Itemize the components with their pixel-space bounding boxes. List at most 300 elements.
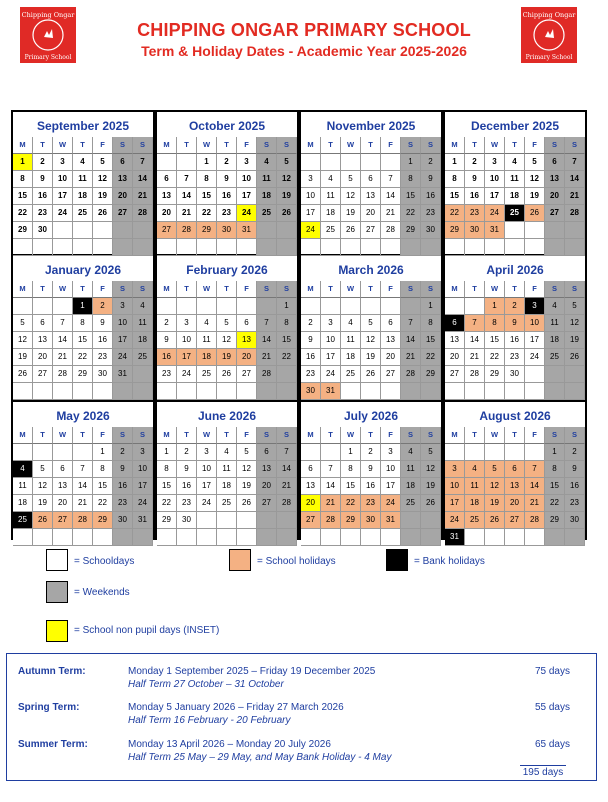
calendar-empty-cell (257, 222, 277, 239)
weekday-header: T (33, 427, 53, 444)
calendar-day: 17 (197, 478, 217, 495)
calendar-day: 2 (421, 154, 441, 171)
weekday-header: S (421, 137, 441, 154)
calendar-empty-cell (525, 239, 545, 256)
calendar-empty-cell (217, 298, 237, 315)
calendar-day: 9 (177, 461, 197, 478)
calendar-day: 16 (361, 478, 381, 495)
calendar-day: 19 (93, 188, 113, 205)
calendar-day: 23 (113, 495, 133, 512)
weekday-header: S (113, 281, 133, 298)
calendar-day: 30 (565, 512, 585, 529)
calendar-empty-cell (33, 444, 53, 461)
calendar-day: 7 (53, 315, 73, 332)
calendar-day: 3 (525, 298, 545, 315)
calendar-day: 28 (465, 366, 485, 383)
calendar-empty-cell (421, 383, 441, 400)
calendar-day: 18 (465, 495, 485, 512)
weekday-header: T (505, 281, 525, 298)
calendar-empty-cell (53, 222, 73, 239)
calendar-day: 25 (545, 349, 565, 366)
calendar-day: 31 (445, 529, 465, 546)
calendar-day: 9 (33, 171, 53, 188)
calendar-day: 29 (545, 512, 565, 529)
calendar-day: 17 (445, 495, 465, 512)
calendar-day: 15 (73, 332, 93, 349)
calendar-day: 14 (525, 478, 545, 495)
calendar-day: 16 (217, 188, 237, 205)
calendar-empty-cell (133, 366, 153, 383)
calendar-day: 21 (321, 495, 341, 512)
calendar-day: 10 (53, 171, 73, 188)
calendar-day: 7 (257, 315, 277, 332)
calendar-day: 13 (157, 188, 177, 205)
calendar-day: 4 (321, 171, 341, 188)
calendar-day: 4 (341, 315, 361, 332)
calendar-empty-cell (157, 298, 177, 315)
weekday-header: T (505, 137, 525, 154)
calendar-day: 3 (321, 315, 341, 332)
calendar-day: 30 (177, 512, 197, 529)
weekday-header: M (301, 281, 321, 298)
calendar-empty-cell (321, 154, 341, 171)
weekday-header: T (361, 281, 381, 298)
calendar-empty-cell (277, 512, 297, 529)
calendar-day: 6 (505, 461, 525, 478)
calendar-day: 25 (73, 205, 93, 222)
calendar-day: 20 (113, 188, 133, 205)
weekday-header: T (465, 281, 485, 298)
calendar-day: 27 (113, 205, 133, 222)
calendar-day: 27 (53, 512, 73, 529)
calendar-empty-cell (33, 298, 53, 315)
calendar-day: 6 (237, 315, 257, 332)
calendar-day: 22 (157, 495, 177, 512)
calendar-day: 5 (361, 315, 381, 332)
calendar-day: 27 (545, 205, 565, 222)
calendar-empty-cell (197, 383, 217, 400)
calendar-day: 18 (341, 349, 361, 366)
calendar-day: 12 (217, 332, 237, 349)
calendar-day: 26 (485, 512, 505, 529)
calendar-day: 30 (93, 366, 113, 383)
calendar-empty-cell (505, 444, 525, 461)
calendar-day: 25 (465, 512, 485, 529)
calendar-day: 2 (565, 444, 585, 461)
calendar-day: 13 (237, 332, 257, 349)
calendar-day: 20 (157, 205, 177, 222)
calendar-empty-cell (445, 444, 465, 461)
weekday-header: S (565, 427, 585, 444)
month-october-2025 (157, 112, 297, 254)
calendar-day: 14 (73, 478, 93, 495)
calendar-empty-cell (157, 239, 177, 256)
calendar-day: 1 (545, 444, 565, 461)
calendar-day: 24 (485, 205, 505, 222)
weekday-header: T (321, 427, 341, 444)
calendar-day: 15 (157, 478, 177, 495)
weekday-header: F (525, 137, 545, 154)
weekday-header: W (197, 427, 217, 444)
calendar-day: 28 (381, 222, 401, 239)
calendar-empty-cell (301, 298, 321, 315)
month-december-2025 (445, 112, 585, 254)
calendar-empty-cell (93, 222, 113, 239)
calendar-day: 15 (93, 478, 113, 495)
svg-text:Chipping Ongar: Chipping Ongar (21, 11, 75, 19)
calendar-day: 19 (237, 478, 257, 495)
calendar-day: 16 (505, 332, 525, 349)
month-title: February 2026 (186, 263, 268, 277)
calendar-day: 2 (217, 154, 237, 171)
calendar-day: 26 (13, 366, 33, 383)
calendar-day: 18 (321, 205, 341, 222)
calendar-empty-cell (113, 529, 133, 546)
legend-schooldays-label: = Schooldays (74, 556, 135, 567)
calendar-day: 17 (321, 349, 341, 366)
weekday-header: M (157, 427, 177, 444)
calendar-empty-cell (53, 239, 73, 256)
weekday-header: T (361, 137, 381, 154)
calendar-day: 21 (381, 205, 401, 222)
calendar-empty-cell (545, 383, 565, 400)
calendar-day: 23 (93, 349, 113, 366)
month-title: August 2026 (479, 409, 551, 423)
calendar-empty-cell (217, 512, 237, 529)
month-april-2026 (445, 256, 585, 400)
calendar-day: 22 (545, 495, 565, 512)
calendar-day: 11 (401, 461, 421, 478)
calendar-day: 17 (133, 478, 153, 495)
calendar-day: 18 (401, 478, 421, 495)
weekday-header: T (73, 427, 93, 444)
calendar-empty-cell (237, 529, 257, 546)
calendar-day: 2 (465, 154, 485, 171)
calendar-empty-cell (33, 239, 53, 256)
calendar-empty-cell (361, 383, 381, 400)
calendar-day: 19 (13, 349, 33, 366)
calendar-day: 4 (257, 154, 277, 171)
calendar-day: 21 (525, 495, 545, 512)
calendar-day: 14 (257, 332, 277, 349)
calendar-empty-cell (157, 529, 177, 546)
calendar-empty-cell (381, 383, 401, 400)
calendar-day: 23 (301, 366, 321, 383)
weekday-header: W (341, 427, 361, 444)
calendar-day: 11 (465, 478, 485, 495)
calendar-day: 31 (485, 222, 505, 239)
calendar-day: 14 (465, 332, 485, 349)
calendar-day: 10 (177, 332, 197, 349)
calendar-day: 5 (565, 298, 585, 315)
calendar-day: 4 (401, 444, 421, 461)
calendar-day: 16 (301, 349, 321, 366)
calendar-day: 16 (565, 478, 585, 495)
calendar-empty-cell (113, 239, 133, 256)
calendar-empty-cell (401, 529, 421, 546)
calendar-empty-cell (197, 239, 217, 256)
calendar-empty-cell (73, 239, 93, 256)
calendar-day: 22 (421, 349, 441, 366)
calendar-day: 6 (301, 461, 321, 478)
calendar-day: 25 (257, 205, 277, 222)
weekday-header: S (401, 137, 421, 154)
calendar-day: 2 (361, 444, 381, 461)
calendar-day: 12 (33, 478, 53, 495)
calendar-day: 12 (237, 461, 257, 478)
calendar-day: 10 (485, 171, 505, 188)
month-july-2026 (301, 402, 441, 546)
calendar-day: 1 (341, 444, 361, 461)
calendar-day: 25 (217, 495, 237, 512)
calendar-day: 24 (381, 495, 401, 512)
calendar-day: 3 (381, 444, 401, 461)
calendar-day: 6 (157, 171, 177, 188)
calendar-empty-cell (217, 529, 237, 546)
calendar-day: 31 (113, 366, 133, 383)
calendar-day: 13 (257, 461, 277, 478)
calendar-day: 23 (157, 366, 177, 383)
calendar-day: 28 (401, 366, 421, 383)
calendar-day: 29 (13, 222, 33, 239)
calendar-day: 2 (33, 154, 53, 171)
weekday-header: W (485, 281, 505, 298)
calendar-day: 1 (13, 154, 33, 171)
calendar-day: 19 (485, 495, 505, 512)
calendar-day: 3 (237, 154, 257, 171)
weekday-header: S (401, 281, 421, 298)
weekday-header: S (277, 137, 297, 154)
weekday-header: W (197, 137, 217, 154)
calendar-empty-cell (157, 154, 177, 171)
calendar-day: 19 (565, 332, 585, 349)
calendar-day: 22 (197, 205, 217, 222)
calendar-day: 29 (73, 366, 93, 383)
calendar-day: 20 (545, 188, 565, 205)
calendar-day: 24 (525, 349, 545, 366)
calendar-day: 28 (565, 205, 585, 222)
calendar-day: 5 (341, 171, 361, 188)
calendar-day: 23 (361, 495, 381, 512)
month-title: October 2025 (188, 119, 266, 133)
month-june-2026 (157, 402, 297, 546)
calendar-day: 18 (505, 188, 525, 205)
calendar-empty-cell (257, 529, 277, 546)
calendar-day: 8 (421, 315, 441, 332)
calendar-empty-cell (321, 239, 341, 256)
weekday-header: F (525, 281, 545, 298)
calendar-day: 8 (93, 461, 113, 478)
calendar-empty-cell (257, 383, 277, 400)
calendar-day: 4 (465, 461, 485, 478)
calendar-day: 20 (33, 349, 53, 366)
term-days: 55 days (534, 702, 570, 713)
calendar-empty-cell (73, 383, 93, 400)
calendar-day: 26 (525, 205, 545, 222)
calendar-day: 29 (445, 222, 465, 239)
month-title: January 2026 (44, 263, 122, 277)
term-name: Autumn Term: (18, 666, 86, 677)
term-name: Summer Term: (18, 739, 88, 750)
calendar-day: 12 (361, 332, 381, 349)
calendar-day: 5 (237, 444, 257, 461)
calendar-empty-cell (13, 444, 33, 461)
calendar-day: 29 (401, 222, 421, 239)
calendar-day: 25 (13, 512, 33, 529)
calendar-day: 27 (361, 222, 381, 239)
calendar-day: 30 (421, 222, 441, 239)
calendar-day: 17 (381, 478, 401, 495)
calendar-day: 25 (133, 349, 153, 366)
calendar-day: 29 (197, 222, 217, 239)
calendar-day: 24 (133, 495, 153, 512)
month-march-2026 (301, 256, 441, 400)
weekday-header: W (485, 427, 505, 444)
calendar-empty-cell (465, 444, 485, 461)
calendar-empty-cell (505, 222, 525, 239)
calendar-day: 10 (321, 332, 341, 349)
calendar-day: 26 (93, 205, 113, 222)
weekday-header: M (13, 137, 33, 154)
calendar-empty-cell (277, 529, 297, 546)
calendar-day: 4 (73, 154, 93, 171)
weekday-header: W (341, 137, 361, 154)
weekday-header: F (525, 427, 545, 444)
weekday-header: S (257, 281, 277, 298)
calendar-day: 1 (445, 154, 465, 171)
weekday-header: W (53, 137, 73, 154)
calendar-day: 16 (33, 188, 53, 205)
calendar-day: 7 (465, 315, 485, 332)
weekday-header: F (381, 137, 401, 154)
calendar-day: 14 (401, 332, 421, 349)
calendar-day: 10 (113, 315, 133, 332)
calendar-empty-cell (113, 222, 133, 239)
calendar-day: 30 (113, 512, 133, 529)
calendar-day: 6 (445, 315, 465, 332)
calendar-day: 23 (33, 205, 53, 222)
calendar-day: 20 (237, 349, 257, 366)
calendar-empty-cell (565, 383, 585, 400)
calendar-empty-cell (237, 383, 257, 400)
term-dates: Monday 13 April 2026 – Monday 20 July 2026 (128, 739, 331, 750)
calendar-day: 14 (277, 461, 297, 478)
svg-text:Chipping Ongar: Chipping Ongar (522, 11, 576, 19)
calendar-day: 12 (565, 315, 585, 332)
weekday-header: T (177, 137, 197, 154)
weekday-header: S (133, 281, 153, 298)
calendar-empty-cell (133, 529, 153, 546)
calendar-day: 11 (257, 171, 277, 188)
calendar-empty-cell (485, 444, 505, 461)
calendar-empty-cell (321, 298, 341, 315)
calendar-empty-cell (113, 383, 133, 400)
weekday-header: M (13, 281, 33, 298)
calendar-empty-cell (565, 529, 585, 546)
calendar-day: 18 (545, 332, 565, 349)
calendar-day: 15 (277, 332, 297, 349)
calendar-day: 8 (485, 315, 505, 332)
calendar-day: 21 (73, 495, 93, 512)
calendar-day: 1 (157, 444, 177, 461)
calendar-day: 24 (301, 222, 321, 239)
calendar-day: 19 (525, 188, 545, 205)
calendar-empty-cell (237, 512, 257, 529)
calendar-day: 9 (301, 332, 321, 349)
calendar-day: 18 (13, 495, 33, 512)
calendar-empty-cell (381, 154, 401, 171)
calendar-day: 3 (113, 298, 133, 315)
calendar-day: 20 (257, 478, 277, 495)
weekday-header: T (361, 427, 381, 444)
weekday-header: F (237, 281, 257, 298)
calendar-empty-cell (401, 239, 421, 256)
calendar-day: 8 (545, 461, 565, 478)
calendar-day: 13 (381, 332, 401, 349)
calendar-subtitle: Term & Holiday Dates - Academic Year 2025-2026 (141, 43, 467, 59)
calendar-empty-cell (277, 222, 297, 239)
calendar-day: 3 (53, 154, 73, 171)
weekday-header: F (381, 281, 401, 298)
weekday-header: M (445, 281, 465, 298)
calendar-empty-cell (321, 529, 341, 546)
calendar-day: 13 (545, 171, 565, 188)
calendar-day: 2 (505, 298, 525, 315)
calendar-empty-cell (485, 529, 505, 546)
weekday-header: S (545, 281, 565, 298)
calendar-day: 26 (237, 495, 257, 512)
term-half-term: Half Term 16 February - 20 February (128, 715, 291, 726)
calendar-day: 29 (485, 366, 505, 383)
calendar-day: 10 (381, 461, 401, 478)
calendar-day: 20 (53, 495, 73, 512)
calendar-day: 24 (197, 495, 217, 512)
calendar-day: 23 (465, 205, 485, 222)
calendar-empty-cell (565, 222, 585, 239)
calendar-empty-cell (421, 512, 441, 529)
calendar-empty-cell (13, 239, 33, 256)
month-title: November 2025 (326, 119, 416, 133)
calendar-day: 6 (113, 154, 133, 171)
calendar-day: 19 (33, 495, 53, 512)
calendar-day: 4 (217, 444, 237, 461)
calendar-day: 28 (133, 205, 153, 222)
calendar-empty-cell (341, 529, 361, 546)
calendar-empty-cell (73, 444, 93, 461)
calendar-day: 7 (565, 154, 585, 171)
term-days: 75 days (534, 666, 570, 677)
calendar-day: 15 (13, 188, 33, 205)
calendar-day: 27 (33, 366, 53, 383)
calendar-empty-cell (361, 154, 381, 171)
calendar-day: 22 (277, 349, 297, 366)
calendar-day: 14 (381, 188, 401, 205)
calendar-day: 30 (301, 383, 321, 400)
calendar-day: 4 (133, 298, 153, 315)
calendar-day: 12 (421, 461, 441, 478)
calendar-day: 14 (321, 478, 341, 495)
calendar-day: 27 (257, 495, 277, 512)
month-title: June 2026 (197, 409, 257, 423)
calendar-day: 31 (237, 222, 257, 239)
weekday-header: T (33, 281, 53, 298)
calendar-day: 19 (361, 349, 381, 366)
calendar-day: 16 (465, 188, 485, 205)
calendar-day: 6 (33, 315, 53, 332)
weekday-header: M (13, 427, 33, 444)
calendar-day: 18 (133, 332, 153, 349)
calendar-day: 1 (277, 298, 297, 315)
